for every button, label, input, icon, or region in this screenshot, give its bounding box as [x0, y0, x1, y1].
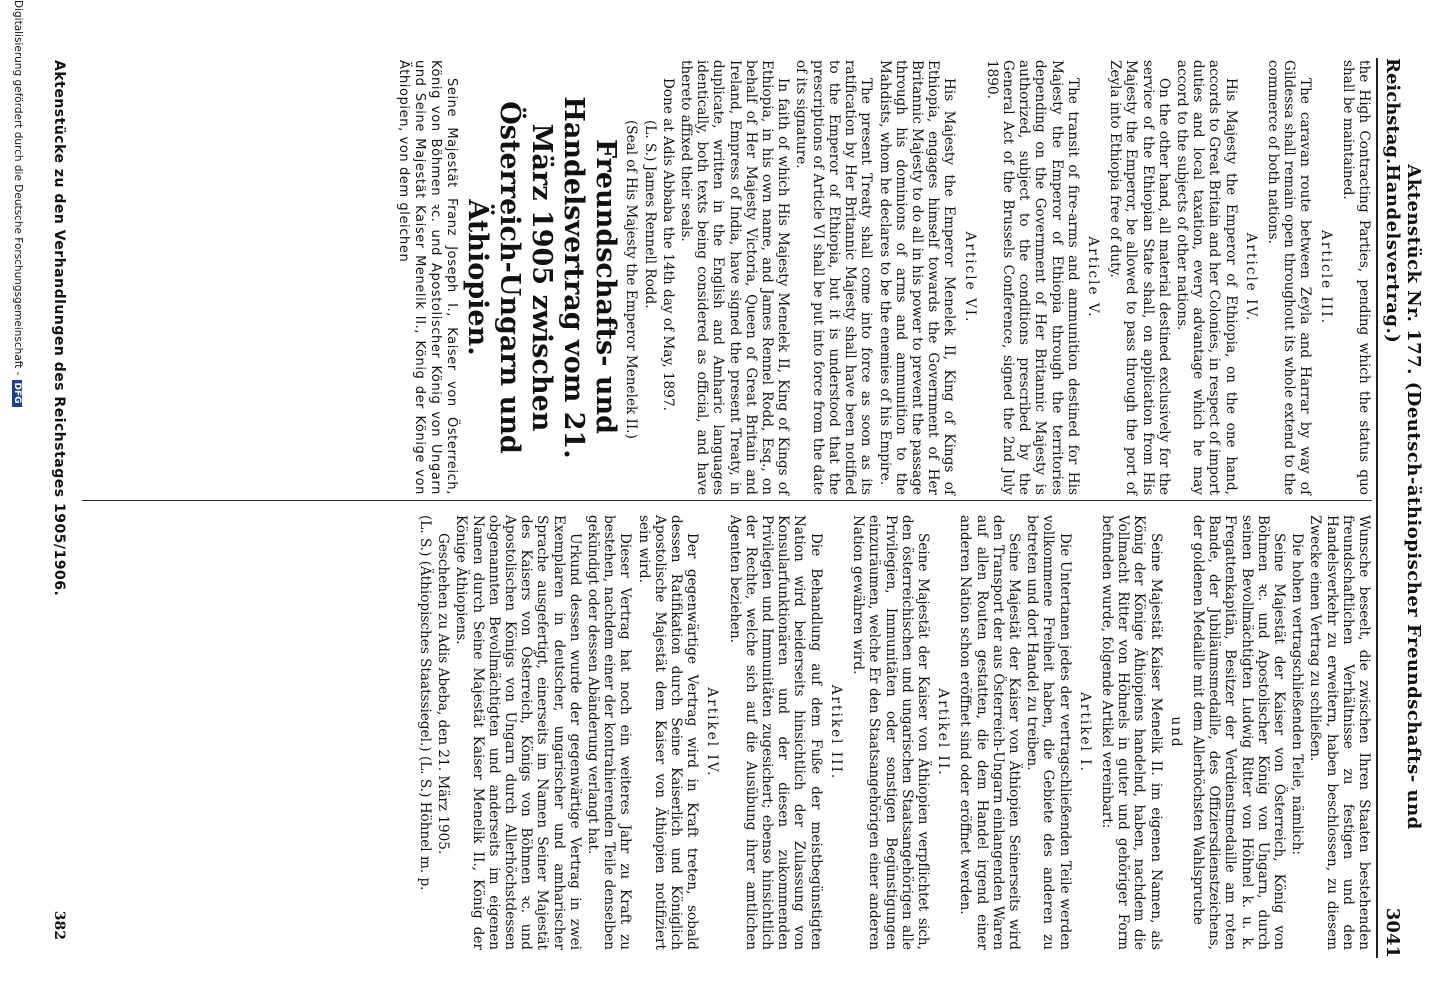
- paragraph: The caravan route between Zeyla and Harrar by way of Gildessa shall remain open throughout its whole extend to the commerce of both nations.: [1264, 60, 1314, 495]
- article-heading: Artikel III.: [827, 684, 844, 781]
- paragraph: the High Contracting Parties, pending which the status quo shall be maintained.: [1339, 60, 1372, 495]
- header-left: Reichstag.: [1382, 58, 1403, 165]
- paragraph: Der gegenwärtige Vertrag wird in Kraft treten, sobald dessen Ratifikation durch Seine Kaiserlich und Königlich Apostolische Majestät dem Kaiser von Äthiopien notifiziert sein wird.: [635, 515, 701, 950]
- page-number: 3041: [1382, 907, 1403, 958]
- article-heading: Artikel II.: [935, 688, 952, 777]
- paragraph: und: [1167, 716, 1184, 749]
- footer-page-number: 382: [51, 910, 67, 940]
- signature-line: (L. S.) James Rennell Rodd.: [641, 120, 658, 309]
- paragraph: Seine Majestät Franz Joseph I., Kaiser von Österreich, König von Böhmen ꝛc. und Apostolischer König von Ungarn und Seine Majestät Kaiser Menelik II., König der Könige von Äthiopien, von dem gleichen: [395, 60, 460, 495]
- done-line: Geschehen zu Adis Abeba, den 21. März 1905.: [435, 533, 452, 855]
- paragraph: Die hohen vertragschließenden Teile, nämlich:: [1289, 533, 1306, 856]
- footer-left: Aktenstücke zu den Verhandlungen des Reichstages 1905/1906.: [51, 60, 67, 597]
- right-column: [415, 515, 1372, 950]
- seal-line: (Seal of His Majesty the Emperor Menelek II.): [623, 120, 640, 439]
- paragraph: The present Treaty shall come into force as soon as its ratification by Her Britannic Majesty shall have been notified to the Emperor of Ethiopia, but it is understood that the prescriptions of Article VI shall be put into force from the date of its signature.: [793, 60, 875, 495]
- paragraph: Seine Majestät der Kaiser von Österreich, König von Böhmen ꝛc. und Apostolischer König von Ungarn, durch seinen Bevollmächtigten Ludwig Ritter von Höhnel k. u. k. Fregattenkapitän, Besitzer der Verdienstmedaille am roten Bande, der Jubiläumsmedaille, des Offiziersdienstzeichens, der goldenen Medaille mit dem Allerhöchsten Wahlspruche: [1189, 515, 1287, 950]
- paragraph: Dieser Vertrag hat noch ein weiteres Jahr zu Kraft zu bestehen, nachdem einer der kontrahierenden Teile denselben gekündigt oder dessen Abänderung verlangt hat.: [585, 515, 634, 950]
- paragraph: His Majesty the Emperor of Ethiopia, on the one hand, accords to Great Britain and her Colonies, in respect of import duties and local taxation, every advantage which he may accord to the subjects of other nations.: [1173, 60, 1239, 495]
- digitization-note: [12, 0, 24, 407]
- treaty-title: Freundschafts- und Handelsvertrag vom 21. März 1905 zwischen Österreich-Ungarn und Äthiopien.: [462, 96, 622, 459]
- paragraph: Wunsche beseelt, die zwischen Ihren Staaten bestehenden freundschaftlichen Verhältnisse zu festigen und den Handelsverkehr zu erweitern, haben beschlossen, zu diesem Zwecke einen Vertrag zu schließen.: [1307, 515, 1372, 950]
- left-column: [392, 60, 1372, 495]
- article-heading: Article IV.: [1242, 232, 1259, 323]
- article-heading: Artikel IV.: [704, 687, 721, 778]
- paragraph: On the other hand, all material destined exclusively for the service of the Ethiopian State shall, on application from His Majesty the Emperor, be allowed to pass through the port of Zeyla into Ethiopia free of duty.: [1107, 60, 1172, 495]
- article-heading: Article V.: [1084, 236, 1101, 319]
- article-heading: Article III.: [1317, 230, 1334, 325]
- paragraph: Die Untertanen jedes der vertragschließenden Teile werden vollkommene Freiheit haben, die Gebiete des anderen zu betreten und dort Handel zu treiben.: [1024, 515, 1073, 950]
- signature-line: (L. S.) (Äthiopisches Staatssiegel.) (L. S.) Höhnel m. p.: [417, 515, 434, 891]
- paragraph: The transit of fire-arms and ammunition destined for His Majesty the Emperor of Ethiopia through the territories depending on the Government of Her Britannic Majesty is authorized, subject to the conditions prescribed by the General Act of the Brussels Conference, signed the 2nd July 1890.: [983, 60, 1081, 495]
- paragraph: Urkund dessen wurde der gegenwärtige Vertrag in zwei Exemplaren in deutscher, ungarischer und amharischer Sprache ausgefertigt, einerseits im Namen Seiner Majestät des Kaisers von Österreich, Königs von Böhmen ꝛc. und Apostolischen Königs von Ungarn durch Allerhöchstdessen obgenannten Bevollmächtigten und anderseits im eigenen Namen durch Seine Majestät Kaiser Menelik II., König der Könige Äthiopiens.: [453, 515, 583, 950]
- dfg-logo: DFG: [12, 380, 22, 407]
- paragraph: Die Behandlung auf dem Fuße der meistbegünstigten Nation wird beiderseits hinsichtlich der Zulassung von Konsularfunktionären und der diesen zukommenden Privilegien und Immunitäten zugesichert; ebenso hinsichtlich der Rechte, welche sich auf die Ausübung ihrer amtlichen Agenten beziehen.: [726, 515, 824, 950]
- paragraph: Seine Majestät der Kaiser von Äthiopien Seinerseits wird den Transport der aus Österreich-Ungarn einlangenden Waren auf allen Routen gestatten, die dem Handel irgend einer anderen Nation schon eröffnet sind oder eröffnet werden.: [957, 515, 1022, 950]
- page-footer: [44, 60, 74, 940]
- digitization-text: Digitalisierung gefördert durch die Deutsche Forschungsgemeinschaft -: [12, 0, 24, 376]
- page-header: [1376, 58, 1424, 958]
- article-heading: Artikel I.: [1076, 692, 1093, 773]
- column-divider: [82, 500, 1372, 501]
- paragraph: In faith of which His Majesty Menelek II, King of Kings of Ethiopia, in his own name, and James Rennel Rodd, Esq., on behalf of Her Majesty Victoria, Queen of Great Britain and Ireland, Empress of India, have signed the present Treaty, in duplicate, written in the English and Amharic languages identically, both texts being considered as official, and have thereto affixed their seals.: [678, 60, 792, 495]
- paragraph: Seine Majestät Kaiser Menelik II. im eigenen Namen, als König der Könige Äthiopiens handelnd, haben, nachdem die Vollmacht Ritter von Höhnels in guter und gehöriger Form befunden wurde, folgende Artikel vereinbart:: [1098, 515, 1164, 950]
- article-heading: Article VI.: [961, 231, 978, 324]
- paragraph: His Majesty the Emperor Menelek II, King of Kings of Ethiopia, engages himself towards the Government of Her Britannic Majesty to do all in his power to prevent the passage through his dominions of arms and ammunition to the Mahdists, whom he declares to be the enemies of his Empire.: [876, 60, 958, 495]
- done-line: Done at Adis Abbaba the 14th day of May, 1897.: [659, 78, 676, 411]
- paragraph: Seine Majestät der Kaiser von Äthiopien verpflichtet sich, den österreichischen und ungarischen Staatsangehörigen alle Privilegien, Immunitäten oder sonstigen Begünstigungen einzuräumen, welche Er den Staatsangehörigen einer anderen Nation gewähren wird.: [850, 515, 931, 950]
- header-title: Aktenstück Nr. 177. (Deutsch-äthiopischer Freundschafts- und Handelsvertrag.): [1382, 164, 1424, 830]
